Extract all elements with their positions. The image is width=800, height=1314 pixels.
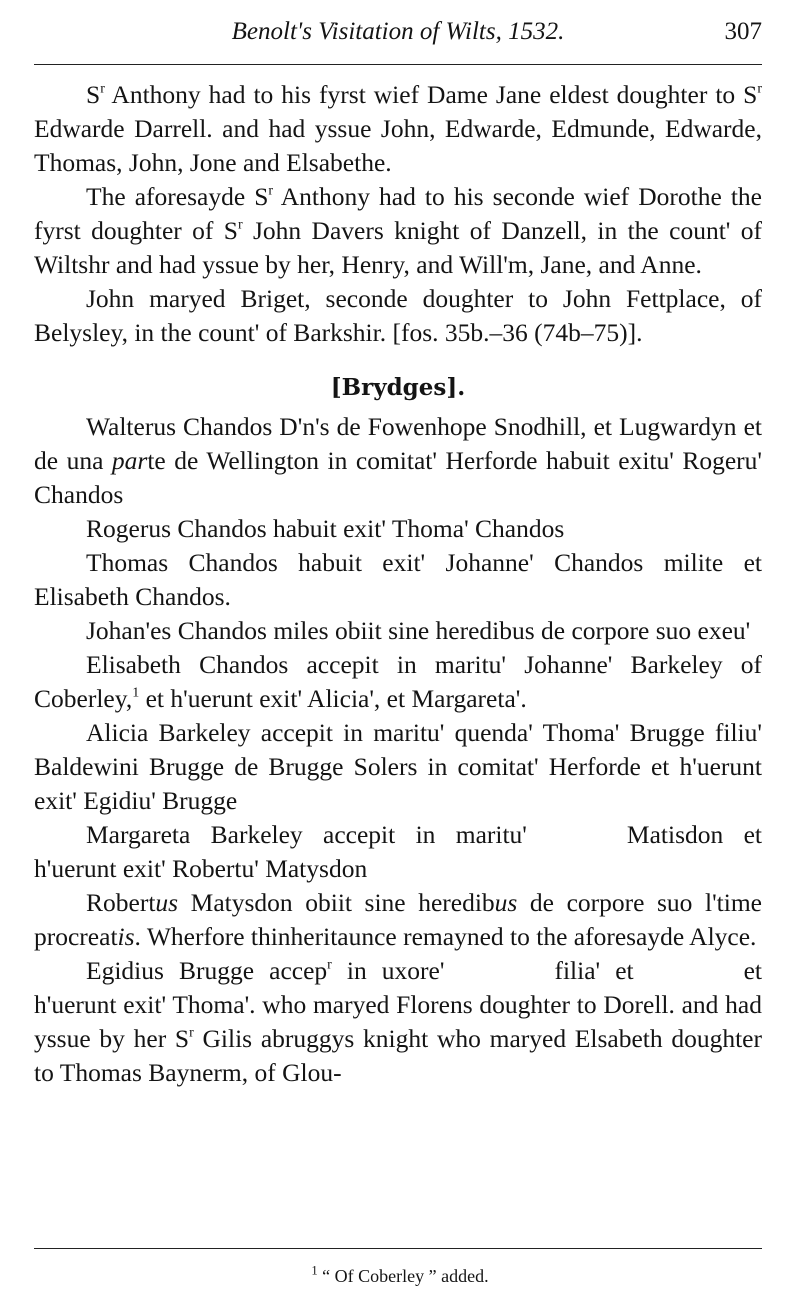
text-run: Margareta Barkeley accepit in maritu' (86, 820, 527, 849)
section-heading: [Brydges]. (330, 374, 466, 401)
text-run: et h'uerunt exit' Thoma'. who maryed Florens doughter to Dorell. and had yssue by her S (34, 956, 763, 1053)
text-run: John Davers knight of Danzell, in the count' of Wiltshr and had yssue by her, Henry, and Will'm, Jane, and Anne. (34, 216, 762, 279)
text-run: Edwarde Darrell. and had yssue John, Edwarde, Edmunde, Edwarde, Thomas, John, Jone and Elsabethe. (34, 114, 762, 177)
text-run: et h'uerunt exit' Alicia', et Margareta'. (139, 684, 527, 713)
text-run: te de Wellington in comitat' Herforde habuit exitu' Rogeru' Chandos (34, 446, 763, 509)
text-run: Elisabeth Chandos accepit in maritu' Johanne' Barkeley of Coberley, (34, 650, 762, 713)
paragraph-10 (34, 818, 762, 886)
italic-run: is (117, 922, 135, 951)
text-run: filia' et (554, 956, 634, 985)
paragraph-5: Rogerus Chandos habuit exit' Thoma' Chandos (86, 514, 565, 543)
paragraph-8 (34, 648, 762, 716)
footnote-text: “ Of Coberley ” added. (317, 1266, 489, 1286)
text-run: Matysdon obiit sine heredib (178, 888, 495, 917)
paragraph-6: Thomas Chandos habuit exit' Johanne' Chandos milite et Elisabeth Chandos. (34, 548, 762, 611)
superscript: r (100, 81, 105, 97)
text-run: in uxore' (331, 956, 445, 985)
italic-run: us (494, 888, 518, 917)
superscript: r (327, 957, 332, 973)
paragraph-4 (34, 410, 762, 512)
page-body (34, 78, 762, 1090)
text-run: Matisdon et h'uerunt exit' Robertu' Matysdon (34, 820, 762, 883)
header-rule (34, 64, 762, 65)
footnote-marker: 1 (132, 685, 140, 701)
footnote (0, 1263, 800, 1287)
superscript: r (268, 183, 274, 199)
running-title: Benolt's Visitation of Wilts, 1532. (231, 18, 565, 45)
text-run: Robert (86, 888, 156, 917)
paragraph-12 (34, 954, 762, 1090)
running-header (34, 16, 762, 56)
text-run: de corpore suo l'time procreat (34, 888, 762, 951)
footnote-rule (34, 1248, 762, 1249)
text-run: Anthony had to his fyrst wief Dame Jane eldest doughter to S (104, 80, 758, 109)
superscript: r (189, 1025, 194, 1041)
text-run: Walterus Chandos D'n's de Fowenhope Snodhill, et Lugwardyn et de una (34, 412, 762, 475)
page-number: 307 (724, 18, 762, 45)
superscript: r (757, 81, 762, 97)
paragraph-1 (34, 78, 762, 180)
italic-run: us (155, 888, 179, 917)
paragraph-7: Johan'es Chandos miles obiit sine heredibus de corpore suo exeu' (86, 616, 751, 645)
footnote-number: 1 (311, 1263, 318, 1278)
text-run: Gilis abruggys knight who maryed Elsabeth doughter to Thomas Baynerm, of Glou- (34, 1024, 762, 1087)
italic-run: par (111, 446, 148, 475)
text-run: S (86, 80, 101, 109)
superscript: r (237, 217, 243, 233)
paragraph-11 (34, 886, 762, 954)
paragraph-9: Alicia Barkeley accepit in maritu' quenda' Thoma' Brugge filiu' Baldewini Brugge de Brugge Solers in comitat' Herforde et h'uerunt exit' Egidiu' Brugge (34, 718, 762, 815)
text-run: Anthony had to his seconde wief Dorothe the fyrst doughter of S (34, 182, 762, 245)
paragraph-3: John maryed Briget, seconde doughter to John Fettplace, of Belysley, in the count' of Barkshir. [fos. 35b.–36 (74b–75)]. (34, 284, 762, 347)
text-run: Egidius Brugge accep (86, 956, 328, 985)
text-run: The aforesayde S (86, 182, 269, 211)
text-run: . Wherfore thinheritaunce remayned to the aforesayde Alyce. (134, 922, 757, 951)
paragraph-2 (34, 180, 762, 282)
